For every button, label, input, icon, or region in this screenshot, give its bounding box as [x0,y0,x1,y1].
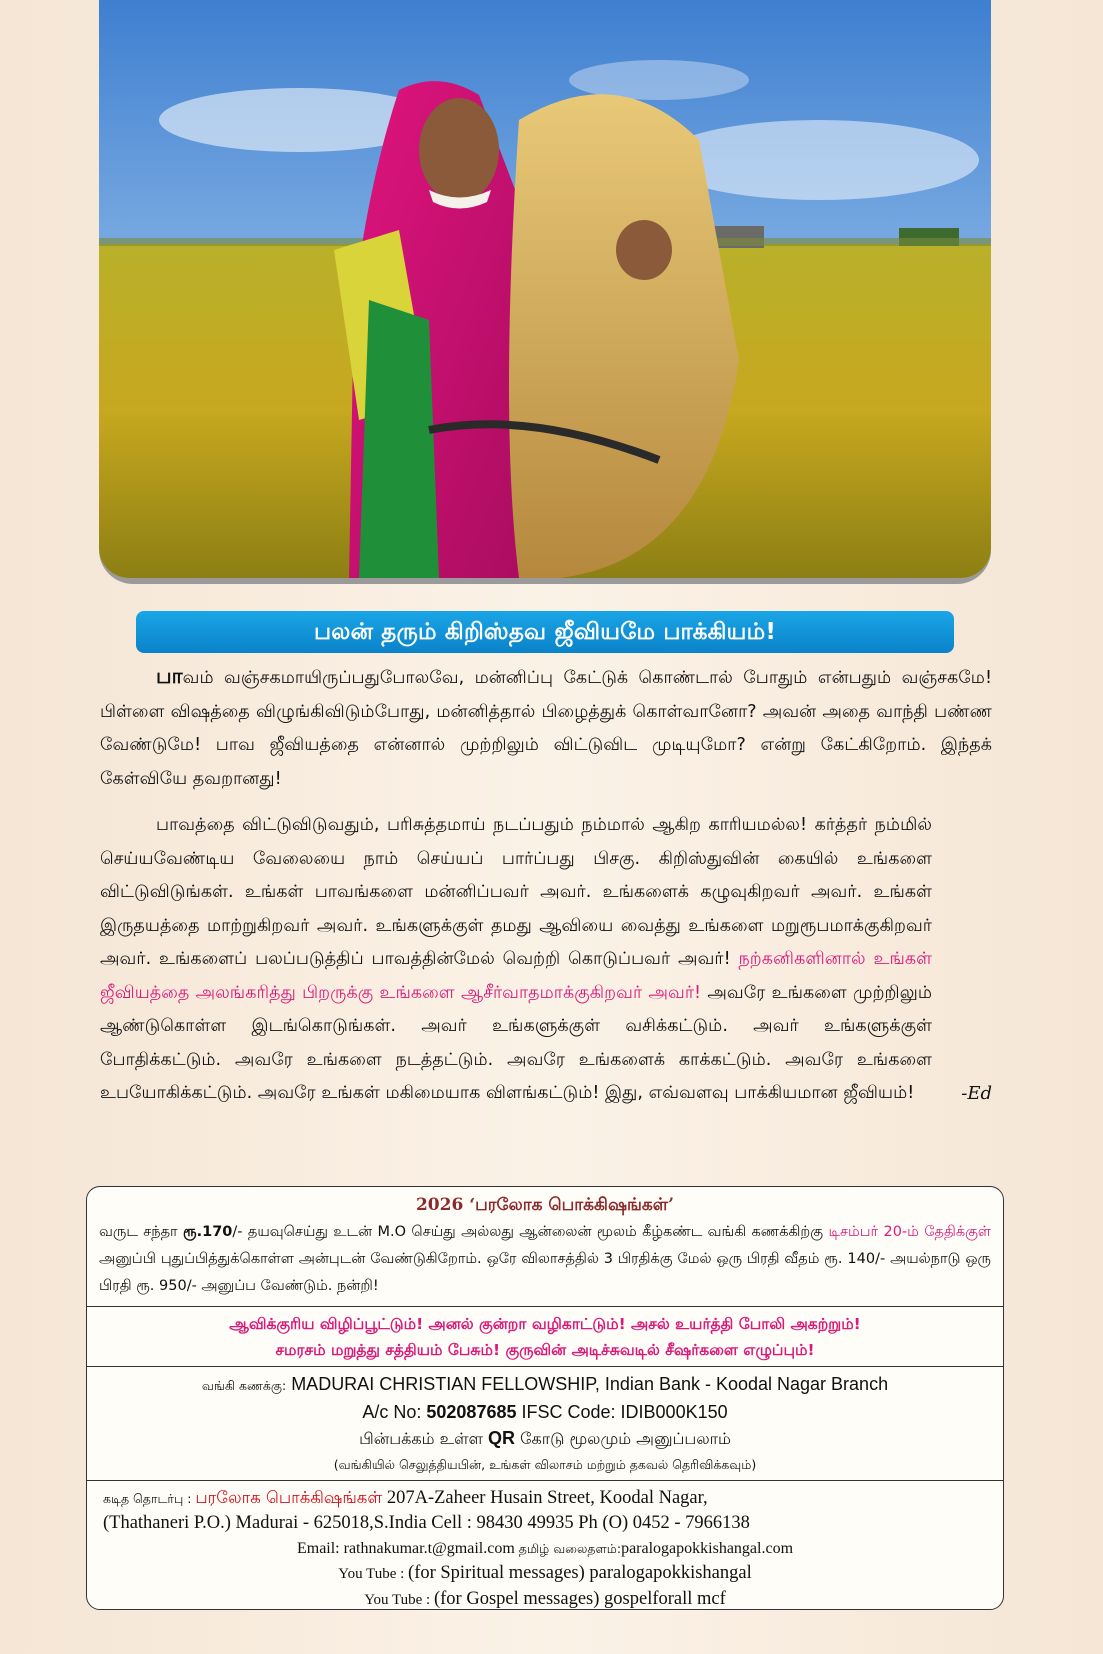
website-url[interactable]: paralogapokkishangal.com [621,1540,794,1557]
qr-text-b: QR [488,1428,516,1448]
bank-line-2 [87,1399,1003,1425]
email-label: Email: [296,1540,344,1557]
bank-name: MADURAI CHRISTIAN FELLOWSHIP, Indian Bank - Koodal Nagar Branch [286,1374,889,1394]
youtube-channel-2[interactable]: (for Gospel messages) gospelforall mcf [433,1589,726,1609]
contact-email-line [103,1536,1003,1561]
article-paragraph-2 [100,809,992,1111]
subscription-line-c: அனுப்பி புதுப்பித்துக்கொள்ள அன்புடன் வேண்டுகிறோம். ஒரே விலாசத்தில் 3 பிரதிக்கு மேல் ஒரு பிரதி வீதம் ரூ. 140/- அயல்நாடு ஒரு பிரதி ரூ. 950/- அனுப்ப வேண்டும். நன்றி! [99,1251,991,1294]
website-label: தமிழ் வலைதளம்: [514,1541,622,1556]
contact-address-2: (Thathaneri P.O.) Madurai - 625018,S.India Cell : 98430 49935 Ph (O) 0452 - 7966138 [103,1513,750,1533]
qr-line [87,1425,1003,1452]
editor-signature: -Ed [961,1083,992,1104]
paragraph-2-highlight: நற்கனிகளினால் உங்கள் ஜீவியத்தை அலங்கரித்து பிறருக்கு உங்களை ஆசீர்வாதமாக்குகிறவர் அவர்! [100,949,932,1003]
qr-text-c: கோடு மூலமும் அனுப்பலாம் [515,1429,731,1448]
cover-photo-frame [99,0,991,584]
paragraph-1-text: வம் வஞ்சகமாயிருப்பதுபோலவே, மன்னிப்பு கேட்டுக் கொண்டால் போதும் என்பதும் வஞ்சகமே! பிள்ளை விஷத்தை விழுங்கிவிடும்போது, மன்னித்தால் பிழைத்துக் கொள்வானோ? அவன் அதை வாந்தி பண்ண வேண்டுமே! பாவ ஜீவியத்தை என்னால் முற்றிலும் விட்டுவிட முடியுமோ? என்று கேட்கிறோம். இந்தக் கேள்வியே தவறானது! [100,668,992,789]
contact-details [87,1481,1003,1610]
slogan-line-2: சமரசம் மறுத்து சத்தியம் பேசும்! குருவின் அடிச்சுவடில் சீஷர்களை எழுப்பும்! [275,1341,815,1359]
article-body [100,660,992,1124]
youtube-line-2 [103,1587,1003,1610]
contact-label: கடித தொடர்பு : [103,1491,196,1506]
bank-label: வங்கி கணக்கு: [201,1378,287,1393]
subscription-amount: ரூ.170 [183,1224,233,1240]
youtube-line-1 [103,1561,1003,1587]
contact-address-1: 207A-Zaheer Husain Street, Koodal Nagar, [382,1488,708,1508]
harvest-woman-photo [99,0,991,578]
contact-line-1 [103,1485,1003,1511]
drop-cap: பா [156,664,183,688]
account-label: A/c No: [362,1402,427,1422]
youtube-label-2: You Tube : [364,1592,434,1608]
bank-note: (வங்கியில் செலுத்தியபின், உங்கள் விலாசம் மற்றும் தகவல் தெரிவிக்கவும்) [333,1457,757,1472]
subscription-line-a: வருட சந்தா [99,1224,183,1240]
contact-org: பரலோக பொக்கிஷங்கள் [195,1488,383,1507]
slogans [87,1307,1003,1366]
subscription-info-box [86,1186,1004,1610]
slogan-line-1: ஆவிக்குரிய விழிப்பூட்டும்! அனல் குன்றா வழிகாட்டும்! அசல் உயர்த்தி போலி அகற்றும்! [229,1315,861,1333]
youtube-label-1: You Tube : [338,1566,409,1582]
bank-details [87,1367,1003,1480]
ifsc-code: IFSC Code: IDIB000K150 [516,1402,728,1422]
subscription-text [87,1217,1003,1306]
subscription-deadline: டிசம்பர் 20-ம் தேதிக்குள் [828,1224,991,1240]
youtube-channel-1[interactable]: (for Spiritual messages) paralogapokkishangal [408,1563,752,1583]
paragraph-2-text-b: அவரே உங்களை முற்றிலும் ஆண்டுகொள்ள இடங்கொடுங்கள். அவர் உங்களுக்குள் வசிக்கட்டும். அவர் உங்களுக்குள் போதிக்கட்டும். அவரே உங்களை நடத்தட்டும். அவரே உங்களைக் காக்கட்டும். அவரே உங்களை உபயோகிக்கட்டும். அவரே உங்கள் மகிமையாக விளங்கட்டும்! இது, எவ்வளவு பாக்கியமான ஜீவியம்! [100,982,932,1103]
subscription-title: 2026 ‘பரலோக பொக்கிஷங்கள்’ [415,1195,675,1215]
email-address[interactable]: rathnakumar.t@gmail.com [343,1540,515,1557]
subscription-line-b: /- தயவுசெய்து உடன் M.O செய்து அல்லது ஆன்லைன் மூலம் கீழ்கண்ட வங்கி கணக்கிற்கு [232,1224,829,1240]
account-number: 502087685 [426,1402,517,1422]
article-headline: பலன் தரும் கிறிஸ்தவ ஜீவியமே பாக்கியம்! [136,611,954,653]
qr-text-a: பின்பக்கம் உள்ள [359,1429,489,1448]
article-paragraph-1 [100,660,992,796]
bank-line-1 [87,1371,1003,1399]
paragraph-2-text-a: பாவத்தை விட்டுவிடுவதும், பரிசுத்தமாய் நடப்பதும் நம்மால் ஆகிற காரியமல்ல! கர்த்தர் நம்மில் செய்யவேண்டிய வேலையை நாம் செய்யப் பார்ப்பது பிசகு. கிறிஸ்துவின் கையில் உங்களை விட்டுவிடுங்கள். உங்கள் பாவங்களை மன்னிப்பவர் அவர். உங்களைக் கழுவுகிறவர் அவர். உங்கள் இருதயத்தை மாற்றுகிறவர் அவர். உங்களுக்குள் தமது ஆவியை வைத்து உங்களை மறுரூபமாக்குகிறவர் அவர். உங்களைப் பலப்படுத்திப் பாவத்தின்மேல் வெற்றி கொடுப்பவர் அவர்! [100,815,932,969]
